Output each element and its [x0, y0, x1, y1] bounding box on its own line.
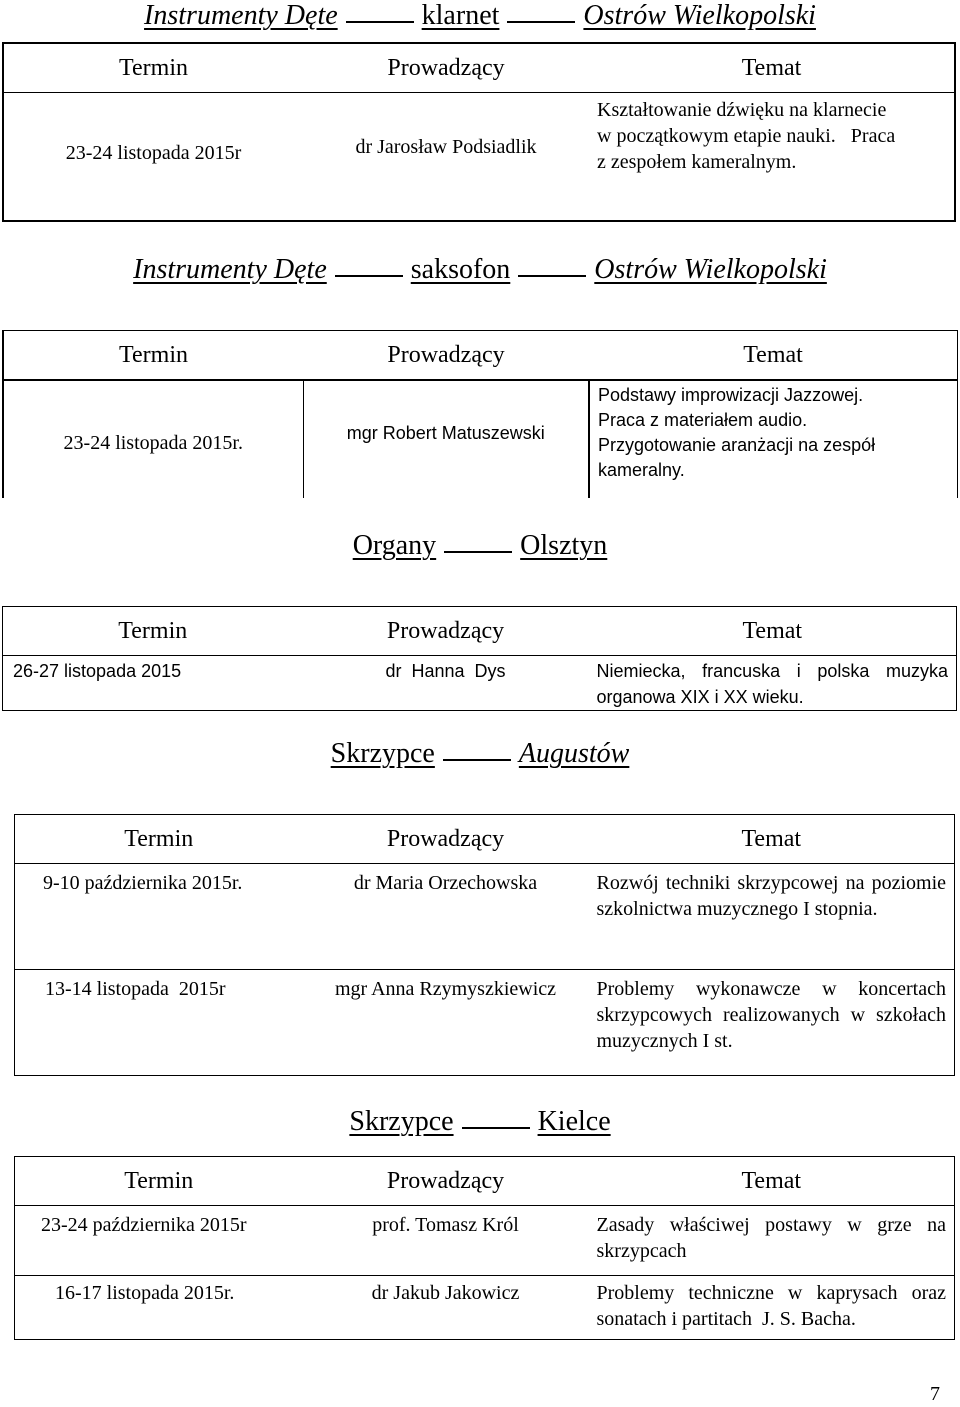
termin-cell: 9-10 października 2015r.	[43, 872, 243, 894]
termin-cell: 13-14 listopada 2015r	[45, 978, 226, 1000]
termin-cell: 16-17 listopada 2015r.	[55, 1282, 235, 1304]
header-termin: Termin	[119, 342, 188, 368]
header-prowadzacy: Prowadzący	[386, 618, 505, 644]
page-number: 7	[930, 1383, 940, 1405]
prowadzacy-cell: dr Hanna Dys	[385, 661, 506, 681]
header-termin: Termin	[124, 1168, 194, 1194]
temat-cell: Niemiecka, francuska i polska muzyka organowa XIX i XX wieku.	[596, 661, 948, 707]
header-termin: Termin	[119, 55, 188, 81]
termin-cell: 23-24 października 2015r	[41, 1214, 247, 1236]
schedule-table-skrzypce-augustow	[14, 814, 955, 1076]
header-temat: Temat	[741, 1168, 802, 1194]
section-heading-organy: Organy Olsztyn	[352, 530, 608, 561]
schedule-table-organy	[2, 606, 957, 711]
temat-cell: Zasady właściwej postawy w grze na skrzypcach	[596, 1214, 946, 1262]
prowadzacy-cell: mgr Anna Rzymyszkiewicz	[334, 978, 557, 1000]
header-prowadzacy: Prowadzący	[387, 55, 505, 81]
table-row	[15, 1276, 955, 1340]
table-row	[3, 93, 955, 222]
temat-cell: Podstawy improwizacji Jazzowej. Praca z materiałem audio. Przygotowanie aranżacji na zespół kameralny.	[598, 385, 876, 480]
termin-cell: 23-24 listopada 2015r.	[3, 380, 303, 498]
temat-cell: Kształtowanie dźwięku na klarnecie w początkowym etapie nauki. Praca z zespołem kameralnym.	[597, 99, 896, 173]
section-heading-klarnet: Instrumenty Dęte klarnet Ostrów Wielkopolski	[144, 0, 816, 31]
schedule-table-saksofon	[2, 330, 958, 498]
section-heading-saksofon: Instrumenty Dęte saksofon Ostrów Wielkopolski	[133, 254, 827, 285]
temat-cell: Problemy wykonawcze w koncertach skrzypcowych realizowanych w szkołach muzycznych I st.	[596, 978, 946, 1052]
table-row	[15, 1206, 955, 1276]
header-temat: Temat	[743, 342, 803, 368]
header-termin: Termin	[118, 618, 188, 644]
table-row	[15, 864, 955, 970]
header-temat: Temat	[742, 618, 803, 644]
table-row	[15, 970, 955, 1076]
prowadzacy-cell: dr Maria Orzechowska	[353, 872, 538, 894]
header-prowadzacy: Prowadzący	[386, 826, 505, 852]
header-termin: Termin	[124, 826, 194, 852]
schedule-table-skrzypce-kielce	[14, 1156, 955, 1340]
table-row	[3, 380, 958, 498]
temat-cell: Problemy techniczne w kaprysach oraz sonatach i partitach J. S. Bacha.	[596, 1282, 951, 1330]
section-heading-skrzypce-kielce: Skrzypce Kielce	[349, 1106, 611, 1137]
header-temat: Temat	[741, 826, 802, 852]
prowadzacy-cell: prof. Tomasz Król	[372, 1214, 519, 1236]
section-heading-skrzypce-augustow: Skrzypce Augustów	[330, 738, 630, 769]
prowadzacy-cell: dr Jarosław Podsiadlik	[355, 136, 537, 158]
prowadzacy-cell: mgr Robert Matuszewski	[303, 380, 589, 498]
header-temat: Temat	[741, 55, 802, 81]
termin-cell: 23-24 listopada 2015r	[65, 142, 242, 164]
header-prowadzacy: Prowadzący	[386, 1168, 505, 1194]
prowadzacy-cell: dr Jakub Jakowicz	[371, 1282, 520, 1304]
termin-cell: 26-27 listopada 2015	[13, 661, 182, 681]
schedule-table-klarnet	[2, 42, 956, 222]
header-prowadzacy: Prowadzący	[387, 342, 505, 368]
table-row	[3, 656, 957, 711]
temat-cell: Rozwój techniki skrzypcowej na poziomie szkolnictwa muzycznego I stopnia.	[596, 872, 946, 920]
